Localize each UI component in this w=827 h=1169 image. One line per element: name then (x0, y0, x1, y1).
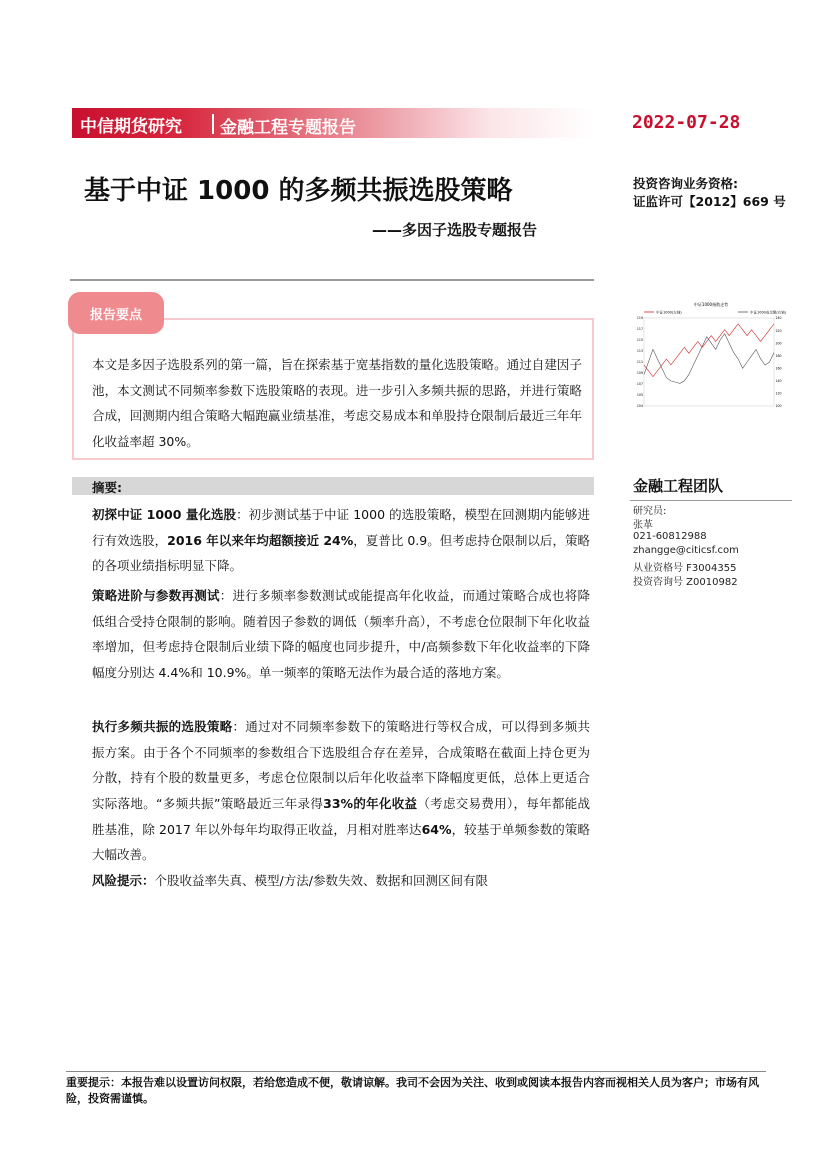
right-tick-label: 200 (775, 341, 782, 346)
researcher-role: 研究员: (633, 506, 667, 517)
title-divider (70, 279, 594, 281)
left-tick-label: 104 (636, 404, 643, 409)
plot-frame (644, 318, 774, 406)
p2-lead: 策略进阶与参数再测试 (92, 588, 220, 603)
left-tick-label: 111 (636, 360, 643, 365)
report-points-tab: 报告要点 (68, 292, 164, 334)
p2-text: ：进行多频率参数测试或能提高年化收益，而通过策略合成也将降低组合受持仓限制的影响。随着因子参数的调低（频率升高），不考虑仓位限制下年化收益率增加，但考虑持仓限制后业绩下降的幅度也同步提升，中/高频参数下年化收益率的下降幅度分别达 4.4%和 10.9%。单一频率的策略无法作为最合适的落地方案。 (92, 588, 590, 680)
abstract-paragraph-1 (92, 502, 590, 579)
report-date: 2022-07-28 (632, 112, 741, 133)
page-title: 基于中证 1000 的多频共振选股策略 (84, 176, 513, 206)
footer-disclaimer: 重要提示：本报告难以设置访问权限，若给您造成不便，敬请谅解。我司不会因为关注、收到或阅读本报告内容而视相关人员为客户；市场有风险，投资需谨慎。 (66, 1076, 759, 1105)
series-line-2 (644, 334, 774, 384)
researcher-license-2: 投资咨询号 Z0010982 (633, 577, 738, 588)
header-separator (212, 114, 214, 134)
chart-title: 中证1000指数走势 (693, 302, 729, 307)
left-tick-label: 115 (636, 338, 643, 343)
left-tick-label: 119 (636, 316, 643, 321)
p4-lead: 风险提示： (92, 873, 155, 888)
abstract-label: 摘要: (92, 480, 122, 495)
right-tick-label: 240 (775, 316, 782, 321)
p3-text-c: ，较基于单频参数的策略大幅改善。 (92, 821, 590, 863)
index-chart (630, 300, 792, 430)
p1-text-b: ，夏普比 0.9。但考虑持仓限制以后，策略的各项业绩指标明显下降。 (92, 532, 590, 574)
abstract-bar (72, 477, 594, 495)
p3-text-a: ：通过对不同频率参数下的策略进行等权合成，可以得到多频共振方案。由于各个不同频率的参数组合下选股组合存在差异，合成策略在截面上持仓更为分散，持有个股的数量更多，考虑仓位限制以后年化收益率下降幅度更低，总体上更适合实际落地。“多频共振”策略最近三年录得 (92, 719, 590, 811)
right-tick-label: 120 (775, 391, 782, 396)
right-tick-label: 220 (775, 328, 782, 333)
researcher-license-1: 从业资格号 F3004355 (633, 563, 737, 574)
legend-item-2: 中证1000成交额(右轴) (750, 310, 787, 315)
left-tick-label: 107 (636, 382, 643, 387)
right-tick-label: 160 (775, 366, 782, 371)
series-line-1 (644, 324, 774, 377)
team-title: 金融工程团队 (633, 477, 724, 495)
researcher-name: 张革 (633, 520, 653, 531)
risk-warning (92, 868, 590, 894)
page-subtitle: ——多因子选股专题报告 (372, 221, 538, 239)
qualification-license: 证监许可【2012】669 号 (633, 194, 786, 209)
abstract-paragraph-2 (92, 583, 590, 686)
researcher-phone: 021-60812988 (633, 531, 707, 542)
p3-bold-2: 64% (421, 821, 452, 837)
p3-bold-1: 33%的年化收益 (323, 795, 418, 811)
p1-bold: 2016 年以来年均超额接近 24% (167, 532, 354, 548)
researcher-email[interactable]: zhangge@citicsf.com (633, 545, 739, 556)
left-tick-label: 105 (636, 393, 643, 398)
brand-name: 中信期货研究 (80, 117, 182, 137)
team-divider (630, 500, 792, 501)
left-tick-label: 117 (636, 327, 643, 332)
p1-text-a: ：初步测试基于中证 1000 的选股策略，模型在回测期内能够进行有效选股， (92, 507, 590, 548)
report-series: 金融工程专题报告 (220, 118, 356, 138)
p1-lead: 初探中证 1000 量化选股 (92, 507, 237, 522)
left-tick-label: 109 (636, 371, 643, 376)
legend-item-1: 中证1000(左轴) (656, 310, 682, 315)
report-points-text: 本文是多因子选股系列的第一篇，旨在探索基于宽基指数的量化选股策略。通过自建因子池，本文测试不同频率参数下选股策略的表现。进一步引入多频共振的思路，并进行策略合成，回测期内组合策略大幅跑赢业绩基准，考虑交易成本和单股持仓限制后最近三年年化收益率超 30%。 (92, 357, 582, 449)
qualification-title: 投资咨询业务资格: (633, 176, 738, 191)
p4-text: 个股收益率失真、模型/方法/参数失效、数据和回测区间有限 (154, 873, 488, 888)
left-tick-label: 113 (636, 349, 643, 354)
p3-text-b: （考虑交易费用），每年都能战胜基准，除 2017 年以外每年均取得正收益，月相对胜率达 (92, 795, 590, 837)
p3-lead: 执行多频共振的选股策略 (92, 719, 233, 734)
right-tick-label: 180 (775, 353, 782, 358)
right-tick-label: 140 (775, 379, 782, 384)
footer-divider (66, 1071, 766, 1072)
right-tick-label: 100 (775, 404, 782, 409)
abstract-paragraph-3 (92, 714, 590, 868)
